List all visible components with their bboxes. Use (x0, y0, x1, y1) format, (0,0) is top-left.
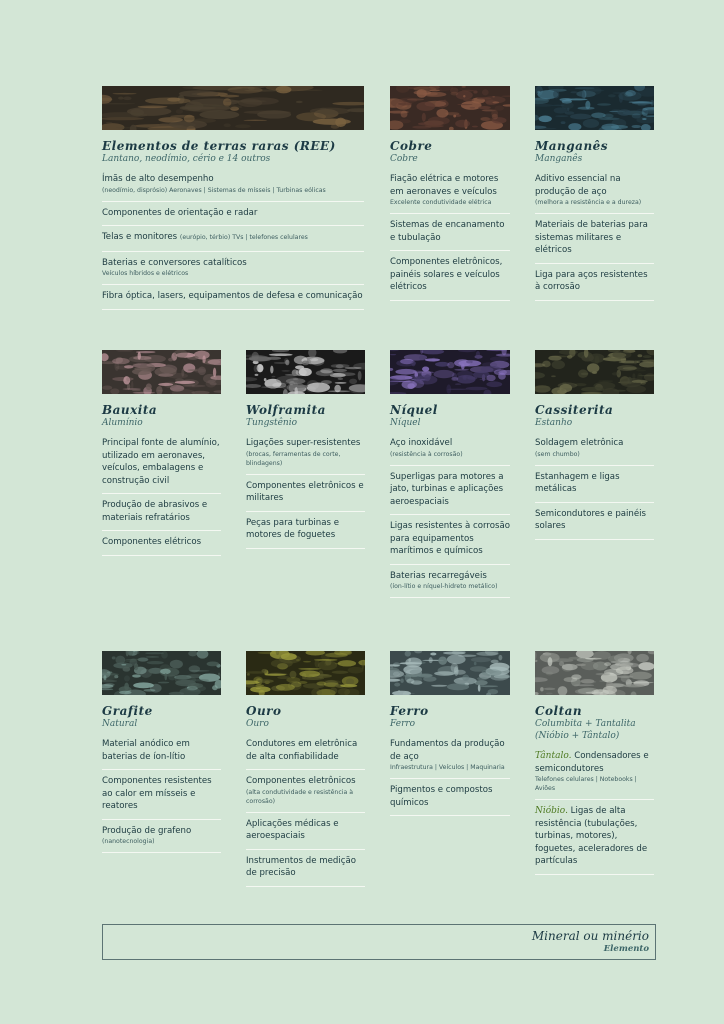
use-text (246, 437, 365, 450)
use-list-item (246, 512, 365, 549)
use-main-text: Sistemas de encanamento e tubulação (390, 220, 505, 243)
coltan-texture-image (535, 651, 654, 695)
use-list-item (535, 432, 654, 466)
ree-texture-image (102, 86, 364, 130)
use-list-item (390, 466, 510, 516)
use-main-text: Peças para turbinas e motores de foguetes (246, 517, 340, 540)
coltan-element-subtitle-2: (Nióbio + Tântalo) (535, 731, 620, 741)
use-text (535, 269, 654, 294)
use-main-text: Condutores em eletrônica de alta confiabilidade (246, 739, 358, 762)
use-main-text: Estanhagem e ligas metálicas (535, 471, 620, 494)
use-main-text: Componentes eletrônicos, painéis solares e veículos elétricos (390, 257, 503, 292)
use-text (102, 437, 221, 487)
use-main-text: Ligas resistentes à corrosão para equipamentos marítimos e químicos (390, 521, 511, 556)
use-main-text: Ligações super-resistentes (246, 438, 361, 448)
niquel-element-subtitle: Níquel (390, 418, 421, 428)
ouro-element-subtitle: Ouro (246, 719, 269, 729)
use-list-item (102, 432, 221, 494)
use-note: (melhora a resistência e a dureza) (535, 199, 642, 206)
niquel-texture-image (390, 350, 510, 394)
use-text (390, 520, 510, 558)
use-list-item (246, 733, 365, 770)
use-list-item (535, 264, 654, 301)
use-text (102, 257, 364, 270)
cobre-element-subtitle: Cobre (390, 154, 418, 164)
cobre-texture-image (390, 86, 510, 130)
mineral-card-ree (102, 86, 364, 310)
grafite-title: Grafite (102, 704, 153, 718)
use-text (102, 231, 364, 245)
ouro-title: Ouro (246, 704, 282, 718)
use-list-item (246, 432, 365, 475)
use-list-item (535, 745, 654, 800)
use-list-item (390, 214, 510, 251)
use-main-text: Aço inoxidável (390, 438, 453, 448)
ouro-texture-image (246, 651, 365, 695)
ferro-element-subtitle: Ferro (390, 719, 416, 729)
wolframita-texture-image (246, 350, 365, 394)
use-note: Veículos híbridos e elétricos (102, 270, 189, 277)
use-text (246, 480, 365, 505)
use-main-text: Aplicações médicas e aeroespaciais (246, 818, 339, 841)
use-list-item (102, 494, 221, 531)
mineral-card-cobre (390, 86, 510, 301)
use-note: Excelente condutividade elétrica (390, 199, 492, 206)
use-text (535, 750, 654, 775)
use-text (390, 173, 510, 198)
use-note: (alta condutividade e resistência à corrosão) (246, 788, 353, 805)
coltan-title: Coltan (535, 704, 583, 718)
use-text (535, 471, 654, 496)
element-highlight: Nióbio. (535, 806, 568, 816)
use-note: (sem chumbo) (535, 450, 580, 458)
use-main-text: Principal fonte de alumínio, utilizado em aeronaves, veículos, embalagens e construção civil (102, 438, 220, 486)
use-main-text: Componentes eletrônicos (246, 776, 356, 786)
manganes-title: Manganês (535, 139, 609, 153)
use-main-text: Fiação elétrica e motores em aeronaves e veículos (390, 174, 499, 197)
use-list-item (246, 850, 365, 887)
use-text (102, 173, 364, 186)
use-main-text: Aditivo essencial na produção de aço (535, 174, 621, 197)
use-list-item (390, 515, 510, 565)
use-text (535, 805, 654, 868)
use-list-item (535, 503, 654, 540)
use-text (535, 437, 654, 450)
use-list-item (535, 168, 654, 214)
use-note: (resistência à corrosão) (390, 450, 463, 458)
use-main-text: Semicondutores e painéis solares (535, 508, 647, 531)
legend-mineral-label: Mineral ou minério (531, 929, 649, 943)
use-text (246, 775, 365, 788)
use-main-text: Material anódico em baterias de íon-lítio (102, 739, 190, 762)
niquel-title: Níquel (390, 403, 438, 417)
grafite-element-subtitle: Natural (102, 719, 138, 729)
use-list-item (102, 733, 221, 770)
use-main-text: Produção de abrasivos e materiais refratários (102, 500, 208, 523)
cassiterita-texture-image (535, 350, 654, 394)
use-text (390, 471, 510, 509)
use-list-item (246, 475, 365, 512)
use-list-item (390, 432, 510, 466)
use-list-item (390, 733, 510, 779)
manganes-element-subtitle: Manganês (535, 154, 583, 164)
use-text (535, 219, 654, 257)
use-list-item (246, 770, 365, 813)
bauxita-element-subtitle: Alumínio (102, 418, 143, 428)
use-list-item (390, 565, 510, 599)
use-main-text: Telas e monitores (102, 232, 178, 242)
use-list-item (102, 820, 221, 854)
wolframita-title: Wolframita (246, 403, 326, 417)
ferro-texture-image (390, 651, 510, 695)
use-text (246, 517, 365, 542)
use-list-item (390, 779, 510, 816)
use-text (102, 738, 221, 763)
use-list-item (102, 285, 364, 310)
use-text (102, 499, 221, 524)
use-text (390, 738, 510, 763)
use-list-item (102, 770, 221, 820)
use-main-text: Ligas de alta resistência (tubulações, turbinas, motores), foguetes, aceleradores de partículas (535, 806, 648, 866)
use-text (102, 207, 364, 220)
element-highlight: Tântalo. (535, 751, 572, 761)
mineral-card-grafite (102, 651, 221, 853)
use-note: Infraestrutura | Veículos | Maquinaria (390, 764, 505, 771)
use-main-text: Materiais de baterias para sistemas militares e elétricos (535, 220, 648, 255)
mineral-card-bauxita (102, 350, 221, 556)
use-list-item (390, 168, 510, 214)
use-main-text: Baterias recarregáveis (390, 570, 487, 581)
cobre-title: Cobre (390, 139, 433, 153)
use-text (246, 855, 365, 880)
use-main-text: Soldagem eletrônica (535, 438, 624, 448)
mineral-card-manganes (535, 86, 654, 301)
use-text (535, 508, 654, 533)
mineral-card-coltan (535, 651, 654, 875)
use-note: (brocas, ferramentas de corte, blindagens) (246, 450, 341, 467)
use-text (390, 437, 510, 450)
use-text (102, 775, 221, 813)
use-note: (neodímio, disprósio) Aeronaves | Sistemas de mísseis | Turbinas eólicas (102, 186, 326, 194)
use-text (102, 536, 221, 549)
use-text (535, 173, 654, 198)
use-text (390, 784, 510, 809)
mineral-card-wolframita (246, 350, 365, 549)
manganes-texture-image (535, 86, 654, 130)
use-list-item (102, 531, 221, 556)
use-main-text: Componentes eletrônicos e militares (246, 480, 364, 503)
use-list-item (535, 466, 654, 503)
use-main-text: Pigmentos e compostos químicos (390, 785, 493, 808)
use-main-text: Instrumentos de medição de precisão (246, 855, 356, 878)
use-note: (íon-lítio e níquel-hidreto metálico) (390, 583, 498, 590)
legend-box (102, 924, 656, 960)
use-main-text: Liga para aços resistentes à corrosão (535, 269, 648, 292)
use-text (246, 738, 365, 763)
wolframita-element-subtitle: Tungstênio (246, 418, 298, 428)
use-list-item (102, 226, 364, 252)
use-main-text: Componentes resistentes ao calor em mísseis e reatores (102, 776, 212, 811)
use-text (390, 256, 510, 294)
ree-element-subtitle: Lantano, neodímio, cério e 14 outros (102, 154, 271, 164)
use-list-item (102, 168, 364, 202)
use-main-text: Fibra óptica, lasers, equipamentos de defesa e comunicação (102, 291, 363, 301)
use-text (390, 219, 510, 244)
mineral-card-cassiterita (535, 350, 654, 540)
ree-title: Elementos de terras raras (REE) (102, 139, 336, 153)
use-main-text: Condensadores e semicondutores (535, 751, 649, 774)
use-main-text: Componentes de orientação e radar (102, 207, 258, 218)
use-main-text: Superligas para motores a jato, turbinas e aplicações aeroespaciais (390, 471, 504, 507)
use-list-item (246, 813, 365, 850)
use-main-text: Ímãs de alto desempenho (102, 174, 214, 184)
use-list-item (535, 214, 654, 264)
use-main-text: Produção de grafeno (102, 825, 192, 836)
mineral-card-ouro (246, 651, 365, 887)
use-list-item (102, 252, 364, 286)
grafite-texture-image (102, 651, 221, 695)
use-list-item (390, 251, 510, 301)
use-main-text: Fundamentos da produção de aço (390, 739, 505, 762)
use-note: Telefones celulares | Notebooks | Aviões (535, 776, 637, 792)
bauxita-texture-image (102, 350, 221, 394)
use-list-item (102, 202, 364, 227)
use-text (390, 570, 510, 583)
use-list-item (535, 800, 654, 875)
mineral-card-niquel (390, 350, 510, 598)
use-text (102, 290, 364, 303)
bauxita-title: Bauxita (102, 403, 158, 417)
use-text (102, 825, 221, 838)
cassiterita-title: Cassiterita (535, 403, 614, 417)
legend-element-label: Elemento (603, 944, 649, 954)
use-main-text: Baterias e conversores catalíticos (102, 257, 247, 268)
mineral-card-ferro (390, 651, 510, 816)
use-main-text: Componentes elétricos (102, 537, 202, 547)
coltan-element-subtitle: Columbita + Tantalita (535, 719, 636, 729)
ferro-title: Ferro (390, 704, 429, 718)
use-text (246, 818, 365, 843)
cassiterita-element-subtitle: Estanho (535, 418, 573, 428)
use-inline-note: (európio, térbio) TVs | telefones celulares (179, 234, 308, 241)
use-note: (nanotecnologia) (102, 838, 155, 845)
